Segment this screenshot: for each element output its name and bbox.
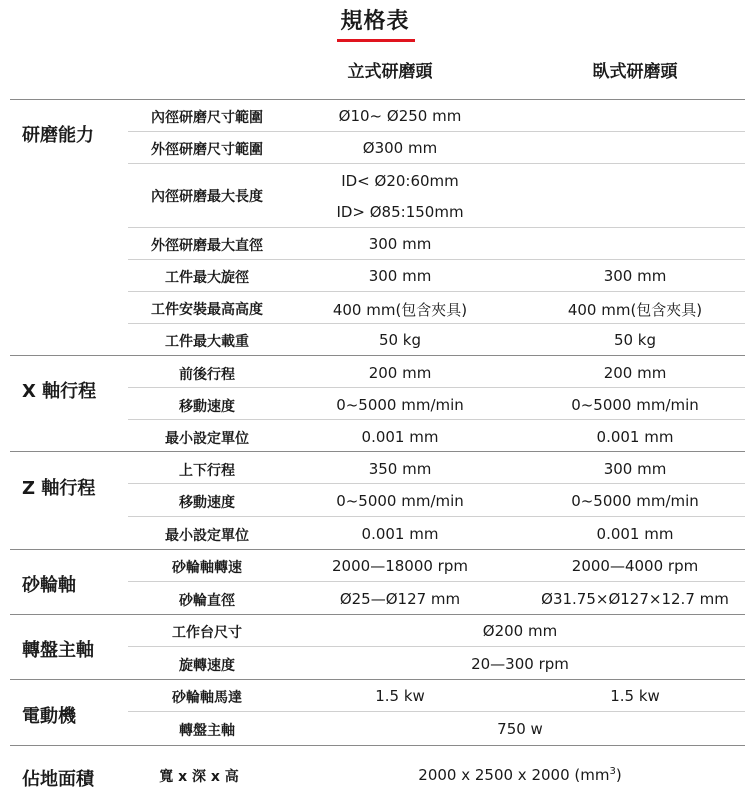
row-label: 最小設定單位	[165, 431, 249, 447]
column-header-horizontal: 臥式研磨頭	[592, 62, 678, 82]
value-horizontal: Ø31.75×Ø127×12.7 mm	[541, 590, 729, 608]
value-horizontal: 0~5000 mm/min	[571, 396, 699, 414]
divider	[10, 99, 745, 100]
value-vertical: 2000—18000 rpm	[332, 557, 468, 575]
row-label: 工作台尺寸	[172, 625, 242, 641]
divider	[128, 387, 745, 388]
value-shared: Ø200 mm	[482, 622, 558, 640]
row-label: 工件最大載重	[165, 334, 249, 350]
value-horizontal: 50 kg	[613, 331, 657, 349]
value-horizontal: 0~5000 mm/min	[571, 492, 699, 510]
value-vertical: Ø10~ Ø250 mm	[338, 107, 462, 125]
category-turntable: 轉盤主軸	[22, 640, 94, 661]
divider	[10, 451, 745, 452]
footprint-dims: 2000 x 2500 x 2000 (mm	[418, 766, 610, 784]
row-label: 寬 x 深 x 高	[159, 769, 239, 785]
value-horizontal: 300 mm	[603, 460, 667, 478]
row-label: 移動速度	[179, 399, 235, 415]
divider	[10, 355, 745, 356]
value-vertical: Ø300 mm	[362, 139, 438, 157]
row-label: 砂輪軸馬達	[172, 690, 242, 706]
divider	[128, 131, 745, 132]
value-shared: 750 w	[497, 720, 543, 738]
row-label: 工件安裝最高高度	[151, 302, 263, 318]
category-motor: 電動機	[22, 706, 76, 727]
divider	[128, 711, 745, 712]
value-horizontal: 2000—4000 rpm	[571, 557, 699, 575]
row-label: 旋轉速度	[179, 658, 235, 674]
value-vertical: 1.5 kw	[375, 687, 425, 705]
value-vertical: 300 mm	[368, 235, 432, 253]
divider	[128, 646, 745, 647]
value-vertical: 400 mm(包含夾具)	[332, 301, 468, 319]
value-horizontal: 0.001 mm	[596, 525, 674, 543]
value-shared: 20—300 rpm	[471, 655, 569, 673]
divider	[128, 581, 745, 582]
row-label: 前後行程	[179, 367, 235, 383]
row-label: 砂輪軸轉速	[172, 560, 242, 576]
value-vertical: 0~5000 mm/min	[336, 396, 464, 414]
value-horizontal: 300 mm	[603, 267, 667, 285]
category-grinding: 研磨能力	[22, 125, 94, 146]
value-vertical: 350 mm	[368, 460, 432, 478]
row-label: 外徑研磨最大直徑	[151, 238, 263, 254]
value-vertical: ID< Ø20:60mm	[341, 172, 459, 190]
value-vertical: 50 kg	[378, 331, 422, 349]
category-x-axis: X 軸行程	[22, 381, 97, 402]
divider	[10, 679, 745, 680]
footprint-close: )	[615, 766, 622, 784]
divider	[128, 163, 745, 164]
divider	[128, 291, 745, 292]
footprint-value	[320, 766, 720, 784]
divider	[128, 483, 745, 484]
value-vertical: 0.001 mm	[361, 428, 439, 446]
divider	[128, 516, 745, 517]
value-horizontal: 0.001 mm	[596, 428, 674, 446]
row-label: 外徑研磨尺寸範圍	[151, 142, 263, 158]
divider	[128, 227, 745, 228]
divider	[10, 745, 745, 746]
category-z-axis: Z 軸行程	[22, 478, 96, 499]
divider	[128, 419, 745, 420]
row-label: 內徑研磨尺寸範圍	[151, 110, 263, 126]
divider	[10, 614, 745, 615]
divider	[128, 259, 745, 260]
value-horizontal: 400 mm(包含夾具)	[567, 301, 703, 319]
column-header-vertical: 立式研磨頭	[347, 62, 433, 82]
value-horizontal: 200 mm	[603, 364, 667, 382]
footprint-exponent: 3	[609, 766, 616, 777]
row-label: 砂輪直徑	[179, 593, 235, 609]
page-title: 規格表	[340, 9, 410, 34]
value-horizontal: 1.5 kw	[610, 687, 660, 705]
value-vertical: 300 mm	[368, 267, 432, 285]
row-label: 內徑研磨最大長度	[151, 189, 263, 205]
value-vertical: 0.001 mm	[361, 525, 439, 543]
row-label: 上下行程	[179, 463, 235, 479]
row-label: 工件最大旋徑	[165, 270, 249, 286]
divider	[128, 323, 745, 324]
value-vertical: 0~5000 mm/min	[336, 492, 464, 510]
category-footprint: 佔地面積	[22, 769, 94, 790]
value-vertical: ID> Ø85:150mm	[336, 203, 464, 221]
divider	[10, 549, 745, 550]
title-underline	[337, 39, 415, 42]
row-label: 移動速度	[179, 495, 235, 511]
row-label: 轉盤主軸	[179, 723, 235, 739]
row-label: 最小設定單位	[165, 528, 249, 544]
value-vertical: Ø25—Ø127 mm	[339, 590, 461, 608]
category-spindle: 砂輪軸	[22, 575, 76, 596]
value-vertical: 200 mm	[368, 364, 432, 382]
